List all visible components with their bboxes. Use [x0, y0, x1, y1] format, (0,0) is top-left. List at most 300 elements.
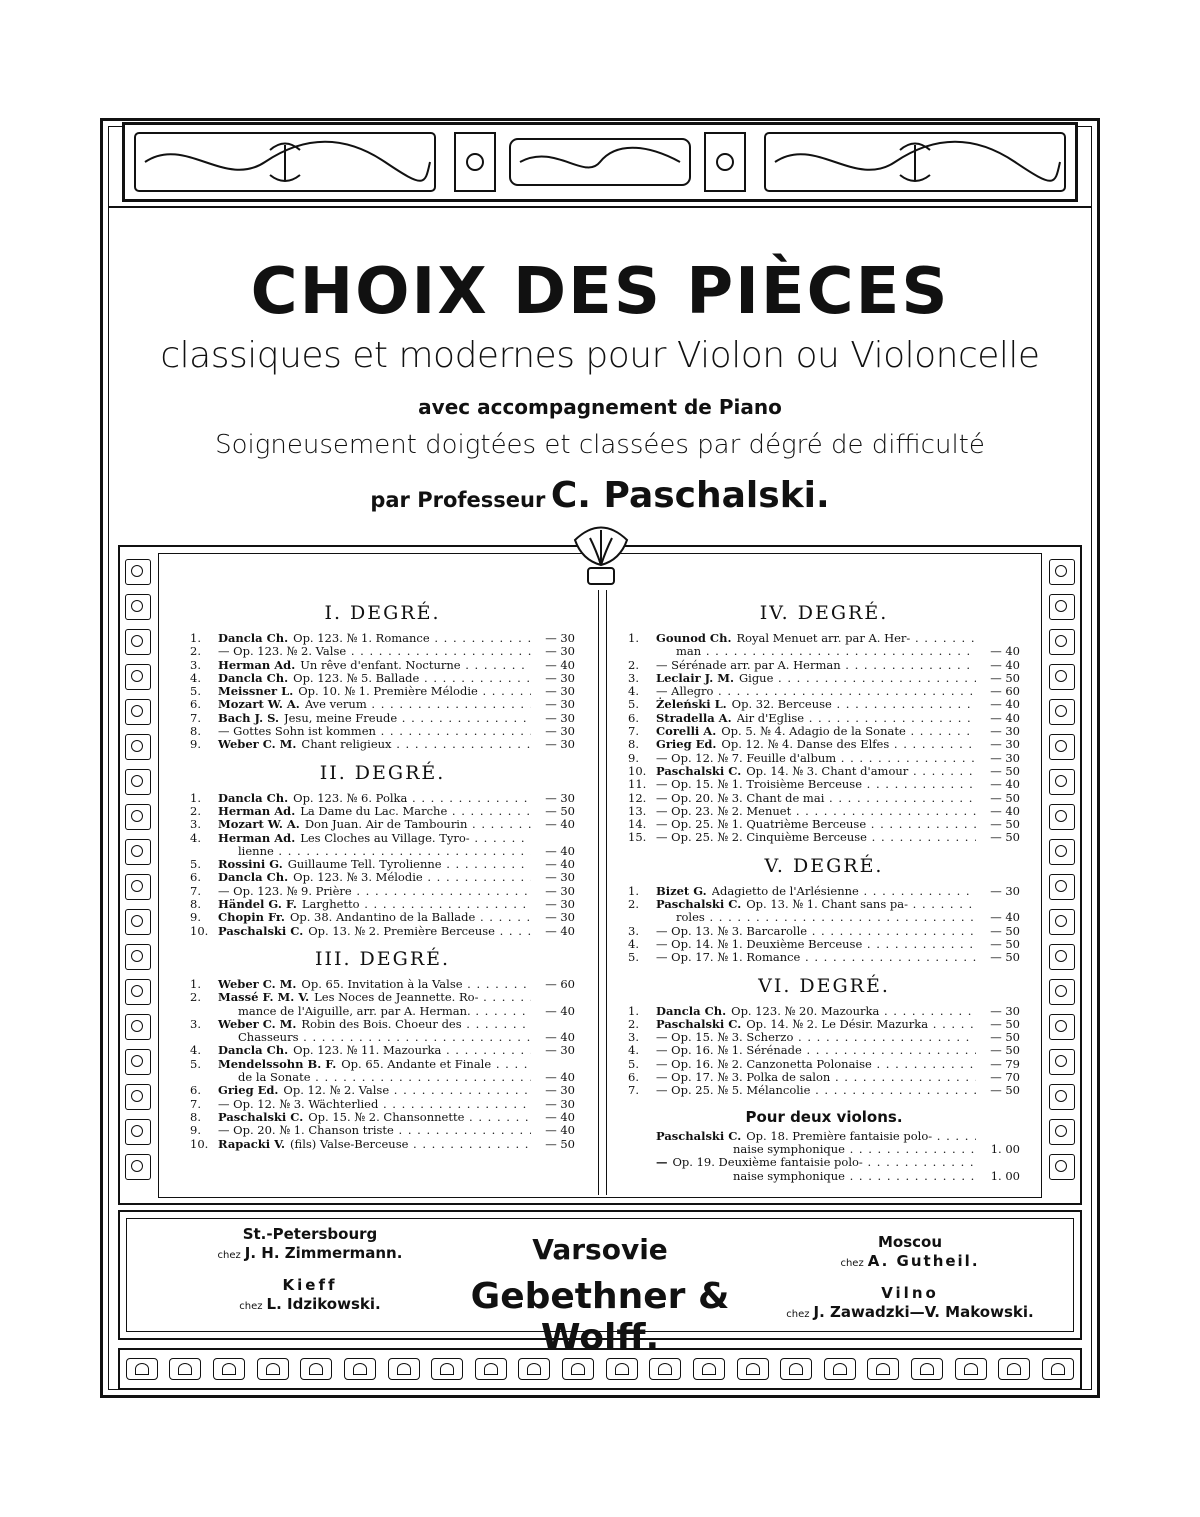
scroll-ornament-icon [1049, 769, 1075, 795]
entry-number: 10. [628, 763, 647, 778]
entry-price: — 40 [545, 1070, 575, 1085]
catalog-entry [190, 1124, 575, 1137]
degree-section [628, 975, 1020, 1098]
meander-ornament-icon [693, 1358, 725, 1380]
entry-number: 14. [628, 817, 647, 832]
description-line: Soigneusement doigtées et classées par dégré de difficulté [215, 430, 985, 460]
entry-price: — 30 [545, 724, 575, 739]
entry-number: 9. [190, 1123, 201, 1138]
agent-city: Vilno [881, 1284, 939, 1302]
footer-left-agents [210, 1225, 410, 1313]
catalog-entry [190, 925, 575, 938]
catalog-entry [628, 1018, 1020, 1031]
author-name: C. Paschalski. [550, 475, 830, 516]
entry-price: — 30 [990, 1003, 1020, 1018]
entry-composer: Bach J. S. [218, 710, 279, 725]
entry-composer: Rapacki V. [218, 1136, 286, 1151]
entry-price: — 70 [990, 1070, 1020, 1085]
catalog-entry [628, 1130, 1020, 1143]
entry-price: — 30 [545, 910, 575, 925]
catalog-entry [628, 1071, 1020, 1084]
catalog-entry [628, 1084, 1020, 1097]
center-divider [598, 590, 599, 1195]
entry-composer: Paschalski C. [656, 1128, 742, 1143]
duo-title: Pour deux violons. [745, 1107, 903, 1126]
entry-price [976, 1156, 1020, 1169]
entry-title: Op. 123. № 11. Mazourka . . . [293, 1044, 531, 1057]
degree-title: I. DEGRÉ. [324, 602, 441, 624]
entry-price: — 50 [545, 803, 575, 818]
degree-title: VI. DEGRÉ. [758, 974, 890, 997]
agent-block [780, 1284, 1040, 1321]
entry-composer: Żeleński L. [656, 697, 727, 712]
entry-number: 5. [190, 684, 201, 699]
footer-right-agents [780, 1233, 1040, 1321]
author-prefix: par Professeur [370, 488, 546, 512]
entry-number [628, 1130, 656, 1143]
catalog-entry [628, 805, 1020, 818]
entry-composer: Stradella A. [656, 710, 732, 725]
catalog-entry [190, 698, 575, 711]
entry-price: — 30 [545, 631, 575, 645]
meander-ornament-icon [126, 1358, 158, 1380]
entry-composer: Grieg Ed. [656, 737, 717, 752]
catalog-entry [628, 831, 1020, 844]
catalog-right-column [628, 598, 1020, 1183]
entry-title: Op. 32. Berceuse . . . [732, 698, 976, 711]
agent-city: Moscou [877, 1233, 943, 1251]
entry-price: — 50 [990, 1016, 1020, 1031]
entry-price: — 30 [990, 737, 1020, 752]
accompaniment-line: avec accompagnement de Piano [418, 395, 782, 419]
entry-number: 15. [628, 830, 647, 845]
entry-price [531, 991, 575, 1004]
entry-title: — Op. 23. № 2. Menuet . . . [656, 805, 976, 818]
entry-number: 9. [628, 750, 639, 765]
agent-firm: J. H. Zimmermann. [244, 1244, 403, 1262]
entry-composer: — [656, 1155, 668, 1170]
degree-title: III. DEGRÉ. [314, 947, 451, 970]
header-rule [108, 206, 1092, 208]
meander-ornament-icon [737, 1358, 769, 1380]
bottom-ornament-strip [118, 1348, 1082, 1390]
meander-ornament-icon [300, 1358, 332, 1380]
entry-price: — 40 [990, 777, 1020, 792]
catalog-entry [628, 765, 1020, 778]
catalog-entry [628, 1170, 1020, 1183]
entry-title: mance de l'Aiguille, arr. par A. Herman. . . . [218, 1005, 531, 1018]
entry-composer: Dancla Ch. [218, 631, 289, 645]
entry-price: — 50 [990, 950, 1020, 965]
scroll-ornament-icon [125, 944, 151, 970]
catalog-entry [190, 645, 575, 658]
entry-number: 2. [190, 803, 201, 818]
entry-price: — 40 [545, 657, 575, 672]
entry-price: — 30 [545, 684, 575, 699]
entry-title: Adagietto de l'Arlésienne . . . [712, 885, 976, 898]
entry-price: — 79 [990, 1056, 1020, 1071]
chez-label: chez [239, 1301, 263, 1312]
agent-block [210, 1225, 410, 1262]
entry-title: — Op. 17. № 1. Romance . . . [656, 951, 976, 964]
agent-block [210, 1276, 410, 1313]
entry-composer: Paschalski C. [218, 1109, 304, 1124]
catalog-entry [628, 1143, 1020, 1156]
entry-title: — Op. 20. № 1. Chanson triste . . . [218, 1124, 531, 1137]
entry-price: — 30 [545, 1096, 575, 1111]
scroll-ornament-icon [1049, 664, 1075, 690]
entry-price: — 40 [990, 657, 1020, 672]
entry-composer: Dancla Ch. [218, 790, 289, 805]
entry-number: 2. [628, 897, 639, 912]
entry-price: — 30 [990, 883, 1020, 898]
entry-number: 3. [628, 670, 639, 685]
scroll-ornament-icon [125, 629, 151, 655]
catalog-entry [628, 778, 1020, 791]
entry-composer: Rossini G. [218, 857, 283, 872]
entry-title: — Op. 123. № 9. Prière . . . [218, 885, 531, 898]
entry-title: Larghetto . . . [302, 898, 531, 911]
entry-title: Jesu, meine Freude . . . [284, 712, 531, 725]
meander-ornament-icon [518, 1358, 550, 1380]
catalog-entry [628, 818, 1020, 831]
entry-composer: Gounod Ch. [656, 631, 732, 645]
meander-ornament-icon [431, 1358, 463, 1380]
entry-title: La Dame du Lac. Marche . . . [300, 805, 531, 818]
entry-title: Les Cloches au Village. Tyro- . . . [300, 832, 531, 845]
catalog-entry [628, 738, 1020, 751]
entry-price: — 40 [545, 923, 575, 938]
entry-number: 1. [628, 1003, 639, 1018]
entry-number: 8. [628, 737, 639, 752]
entry-composer: Paschalski C. [656, 763, 742, 778]
entry-price: — 50 [990, 936, 1020, 951]
scroll-ornament-icon [125, 594, 151, 620]
entry-title: — Op. 16. № 1. Sérénade . . . [656, 1044, 976, 1057]
entry-number: 2. [190, 990, 201, 1005]
entry-price: — 60 [545, 976, 575, 991]
entry-number: 6. [628, 1070, 639, 1085]
entry-price: — 40 [545, 1003, 575, 1018]
agent-firm: A. Gutheil. [867, 1252, 980, 1270]
catalog-entry [190, 725, 575, 738]
agent-firm: L. Idzikowski. [266, 1295, 381, 1313]
entry-price: — 50 [990, 670, 1020, 685]
entry-number: 1. [190, 976, 201, 991]
meander-ornament-icon [998, 1358, 1030, 1380]
entry-price: — 30 [545, 1043, 575, 1058]
entry-price: — 40 [990, 644, 1020, 659]
entry-number: 1. [190, 631, 201, 645]
entry-number: 2. [628, 657, 639, 672]
entry-title: Op. 19. Deuxième fantaisie polo- . . . [673, 1156, 977, 1169]
entry-price: — 30 [545, 1083, 575, 1098]
entry-number: 7. [190, 1096, 201, 1111]
publisher-firm: Gebethner & Wolff. [470, 1276, 730, 1358]
entry-number: 5. [190, 857, 201, 872]
entry-number: 4. [190, 670, 201, 685]
scroll-ornament-icon [125, 734, 151, 760]
footer-publisher [430, 1233, 770, 1358]
entry-price: — 30 [545, 790, 575, 805]
entry-composer: Mozart W. A. [218, 697, 300, 712]
entry-number: 10. [190, 923, 209, 938]
scroll-ornament-icon [1049, 944, 1075, 970]
scroll-ornament-icon [1049, 594, 1075, 620]
entry-number: 4. [190, 830, 201, 845]
catalog-entry [190, 1031, 575, 1044]
entry-number: 8. [190, 897, 201, 912]
entry-title: Op. 123. № 1. Romance . . . [293, 632, 531, 645]
entry-number: 1. [628, 883, 639, 898]
entry-title: — Allegro . . . [656, 685, 976, 698]
entry-title: Op. 65. Invitation à la Valse . . . [301, 978, 531, 991]
meander-ornament-icon [780, 1358, 812, 1380]
entry-composer: Mendelssohn B. F. [218, 1056, 337, 1071]
entry-number: 7. [190, 710, 201, 725]
entry-price: — 40 [990, 803, 1020, 818]
scroll-ornament-icon [1049, 1014, 1075, 1040]
entry-price: — 30 [545, 897, 575, 912]
entry-price [531, 1018, 575, 1031]
entry-price: — 30 [545, 870, 575, 885]
entry-title: Op. 13. № 1. Chant sans pa- . . . [746, 898, 976, 911]
chez-label: chez [786, 1309, 810, 1320]
catalog-entry [190, 885, 575, 898]
scroll-ornament-icon [125, 909, 151, 935]
entry-title: Royal Menuet arr. par A. Her- . . . [736, 632, 976, 645]
entry-title: — Op. 13. № 3. Barcarolle . . . [656, 925, 976, 938]
meander-ornament-icon [344, 1358, 376, 1380]
meander-ornament-icon [169, 1358, 201, 1380]
entry-title: Op. 13. № 2. Première Berceuse . . . [308, 925, 531, 938]
entry-price: — 50 [990, 1043, 1020, 1058]
entry-number: 2. [190, 644, 201, 659]
entry-number: 9. [190, 910, 201, 925]
entry-title: Les Noces de Jeannette. Ro- . . . [314, 991, 531, 1004]
catalog-entry [190, 632, 575, 645]
entry-title: Chasseurs . . . [218, 1031, 531, 1044]
entry-composer: Grieg Ed. [218, 1083, 279, 1098]
degree-title: V. DEGRÉ. [764, 854, 884, 877]
catalog-entry [628, 1058, 1020, 1071]
catalog-entry [628, 951, 1020, 964]
entry-price: 1. 00 [990, 1168, 1020, 1183]
entry-number: 2. [628, 1016, 639, 1031]
catalog-entry [628, 1005, 1020, 1018]
catalog-entry [190, 712, 575, 725]
scroll-ornament-icon [1049, 874, 1075, 900]
entry-price: — 40 [545, 1030, 575, 1045]
entry-price: — 40 [990, 910, 1020, 925]
catalog-entry [190, 818, 575, 831]
entry-composer: Paschalski C. [218, 923, 304, 938]
entry-number: 6. [190, 1083, 201, 1098]
entry-number: 9. [190, 737, 201, 752]
entry-price: — 50 [990, 763, 1020, 778]
entry-title: Chant religieux . . . [301, 738, 531, 751]
meander-ornament-icon [955, 1358, 987, 1380]
scroll-ornament-icon [1049, 1119, 1075, 1145]
agent-city: St.-Petersbourg [242, 1225, 378, 1243]
catalog-entry [190, 991, 575, 1004]
entry-price: — 40 [545, 843, 575, 858]
entry-composer: Dancla Ch. [218, 1043, 289, 1058]
catalog-entry [190, 832, 575, 845]
entry-title: naise symphonique . . . [733, 1143, 976, 1156]
entry-title: — Op. 12. № 7. Feuille d'album . . . [656, 752, 976, 765]
right-ornament-column [1042, 553, 1082, 1198]
entry-number: 6. [628, 710, 639, 725]
entry-price: — 50 [990, 790, 1020, 805]
agent-firm: J. Zawadzki—V. Makowski. [813, 1303, 1034, 1321]
entry-price: — 30 [545, 644, 575, 659]
entry-price [976, 632, 1020, 645]
catalog-entry [190, 1098, 575, 1111]
entry-price: — 50 [990, 923, 1020, 938]
catalog-entry [628, 645, 1020, 658]
entry-composer: Corelli A. [656, 724, 717, 739]
catalog-entry [628, 885, 1020, 898]
scroll-ornament-icon [1049, 1084, 1075, 1110]
degree-title: II. DEGRÉ. [319, 761, 446, 784]
meander-ornament-icon [824, 1358, 856, 1380]
entry-price: — 50 [990, 817, 1020, 832]
entry-title: roles . . . [656, 911, 976, 924]
entry-number: 6. [190, 697, 201, 712]
scroll-ornament-icon [125, 804, 151, 830]
entry-price: — 30 [545, 670, 575, 685]
meander-ornament-icon [475, 1358, 507, 1380]
scroll-ornament-icon [1049, 1049, 1075, 1075]
agent-city: Kieff [282, 1276, 338, 1294]
entry-number: 4. [628, 684, 639, 699]
catalog-entry [190, 911, 575, 924]
entry-price: — 40 [545, 1123, 575, 1138]
entry-title: — Sérénade arr. par A. Herman . . . [656, 659, 976, 672]
entry-title: — Op. 20. № 3. Chant de mai . . . [656, 792, 976, 805]
entry-title: Op. 18. Première fantaisie polo- . . . [746, 1130, 976, 1143]
degree-section [190, 762, 575, 938]
entry-price [976, 898, 1020, 911]
entry-number: 7. [190, 883, 201, 898]
left-ornament-column [118, 553, 158, 1198]
entry-number: 1. [190, 790, 201, 805]
chez-label: chez [217, 1250, 241, 1261]
entry-price: — 50 [545, 1136, 575, 1151]
scroll-ornament-icon [125, 664, 151, 690]
meander-ornament-icon [388, 1358, 420, 1380]
catalog-entry [190, 792, 575, 805]
entry-title: lienne . . . [218, 845, 531, 858]
scroll-ornament-icon [125, 769, 151, 795]
duo-section [628, 1108, 1020, 1183]
catalog-entry [190, 672, 575, 685]
catalog-entry [190, 871, 575, 884]
catalog-entry [628, 685, 1020, 698]
entry-composer: Weber C. M. [218, 1016, 297, 1031]
entry-title: Guillaume Tell. Tyrolienne . . . [288, 858, 531, 871]
entry-price [976, 1130, 1020, 1143]
entry-title: Op. 14. № 3. Chant d'amour . . . [746, 765, 976, 778]
entry-title: — Op. 123. № 2. Valse . . . [218, 645, 531, 658]
meander-ornament-icon [213, 1358, 245, 1380]
entry-title: Op. 65. Andante et Finale . . . [341, 1058, 531, 1071]
entry-number: 7. [628, 724, 639, 739]
publisher-city: Varsovie [532, 1233, 668, 1266]
catalog-entry [628, 1044, 1020, 1057]
entry-price: — 60 [990, 684, 1020, 699]
entry-number: 8. [190, 724, 201, 739]
meander-ornament-icon [606, 1358, 638, 1380]
entry-number [628, 1156, 656, 1169]
entry-title: Op. 10. № 1. Première Mélodie . . . [298, 685, 531, 698]
catalog-entry [628, 938, 1020, 951]
scroll-ornament-icon [1049, 909, 1075, 935]
entry-title: — Op. 16. № 2. Canzonetta Polonaise . . . [656, 1058, 976, 1071]
entry-title: — Op. 17. № 3. Polka de salon . . . [656, 1071, 976, 1084]
entry-composer: Bizet G. [656, 883, 707, 898]
entry-title: — Op. 15. № 3. Scherzo . . . [656, 1031, 976, 1044]
entry-title: Ave verum . . . [305, 698, 531, 711]
entry-title: Robin des Bois. Choeur des . . . [301, 1018, 531, 1031]
meander-ornament-icon [257, 1358, 289, 1380]
entry-title: Op. 5. № 4. Adagio de la Sonate . . . [721, 725, 976, 738]
entry-number: 3. [628, 923, 639, 938]
scroll-ornament-icon [125, 979, 151, 1005]
entry-composer: Dancla Ch. [218, 870, 289, 885]
entry-composer: Chopin Fr. [218, 910, 285, 925]
top-ornament-band [122, 122, 1078, 202]
catalog-entry [190, 1071, 575, 1084]
entry-composer: Händel G. F. [218, 897, 297, 912]
entry-title: Op. 123. № 20. Mazourka . . . [731, 1005, 976, 1018]
catalog-entry [190, 845, 575, 858]
scroll-ornament-icon [125, 1119, 151, 1145]
entry-composer: Weber C. M. [218, 976, 297, 991]
degree-section [190, 602, 575, 752]
page-subtitle: classiques et modernes pour Violon ou Violoncelle [160, 335, 1040, 376]
entry-price: — 40 [990, 697, 1020, 712]
entry-number: 4. [190, 1043, 201, 1058]
entry-composer: Meissner L. [218, 684, 294, 699]
entry-title: — Op. 25. № 5. Mélancolie . . . [656, 1084, 976, 1097]
entry-price: — 50 [990, 1030, 1020, 1045]
entry-price: — 30 [990, 724, 1020, 739]
catalog-entry [628, 698, 1020, 711]
entry-number: 8. [190, 1109, 201, 1124]
degree-section [628, 602, 1020, 845]
scroll-ornament-icon [125, 1049, 151, 1075]
entry-title: — Op. 25. № 1. Quatrième Berceuse . . . [656, 818, 976, 831]
scroll-ornament-icon [1049, 629, 1075, 655]
catalog-entry [628, 792, 1020, 805]
entry-number: 6. [190, 870, 201, 885]
catalog-entry [628, 898, 1020, 911]
catalog-entry [190, 805, 575, 818]
meander-ornament-icon [649, 1358, 681, 1380]
entry-number: 13. [628, 803, 647, 818]
catalog-entry [190, 659, 575, 672]
entry-number: 3. [190, 1016, 201, 1031]
entry-price [531, 1058, 575, 1071]
scroll-ornament-icon [125, 874, 151, 900]
entry-number: 5. [190, 1056, 201, 1071]
entry-composer: Leclair J. M. [656, 670, 734, 685]
catalog-entry [628, 672, 1020, 685]
entry-price: — 40 [545, 817, 575, 832]
entry-number: 5. [628, 1056, 639, 1071]
